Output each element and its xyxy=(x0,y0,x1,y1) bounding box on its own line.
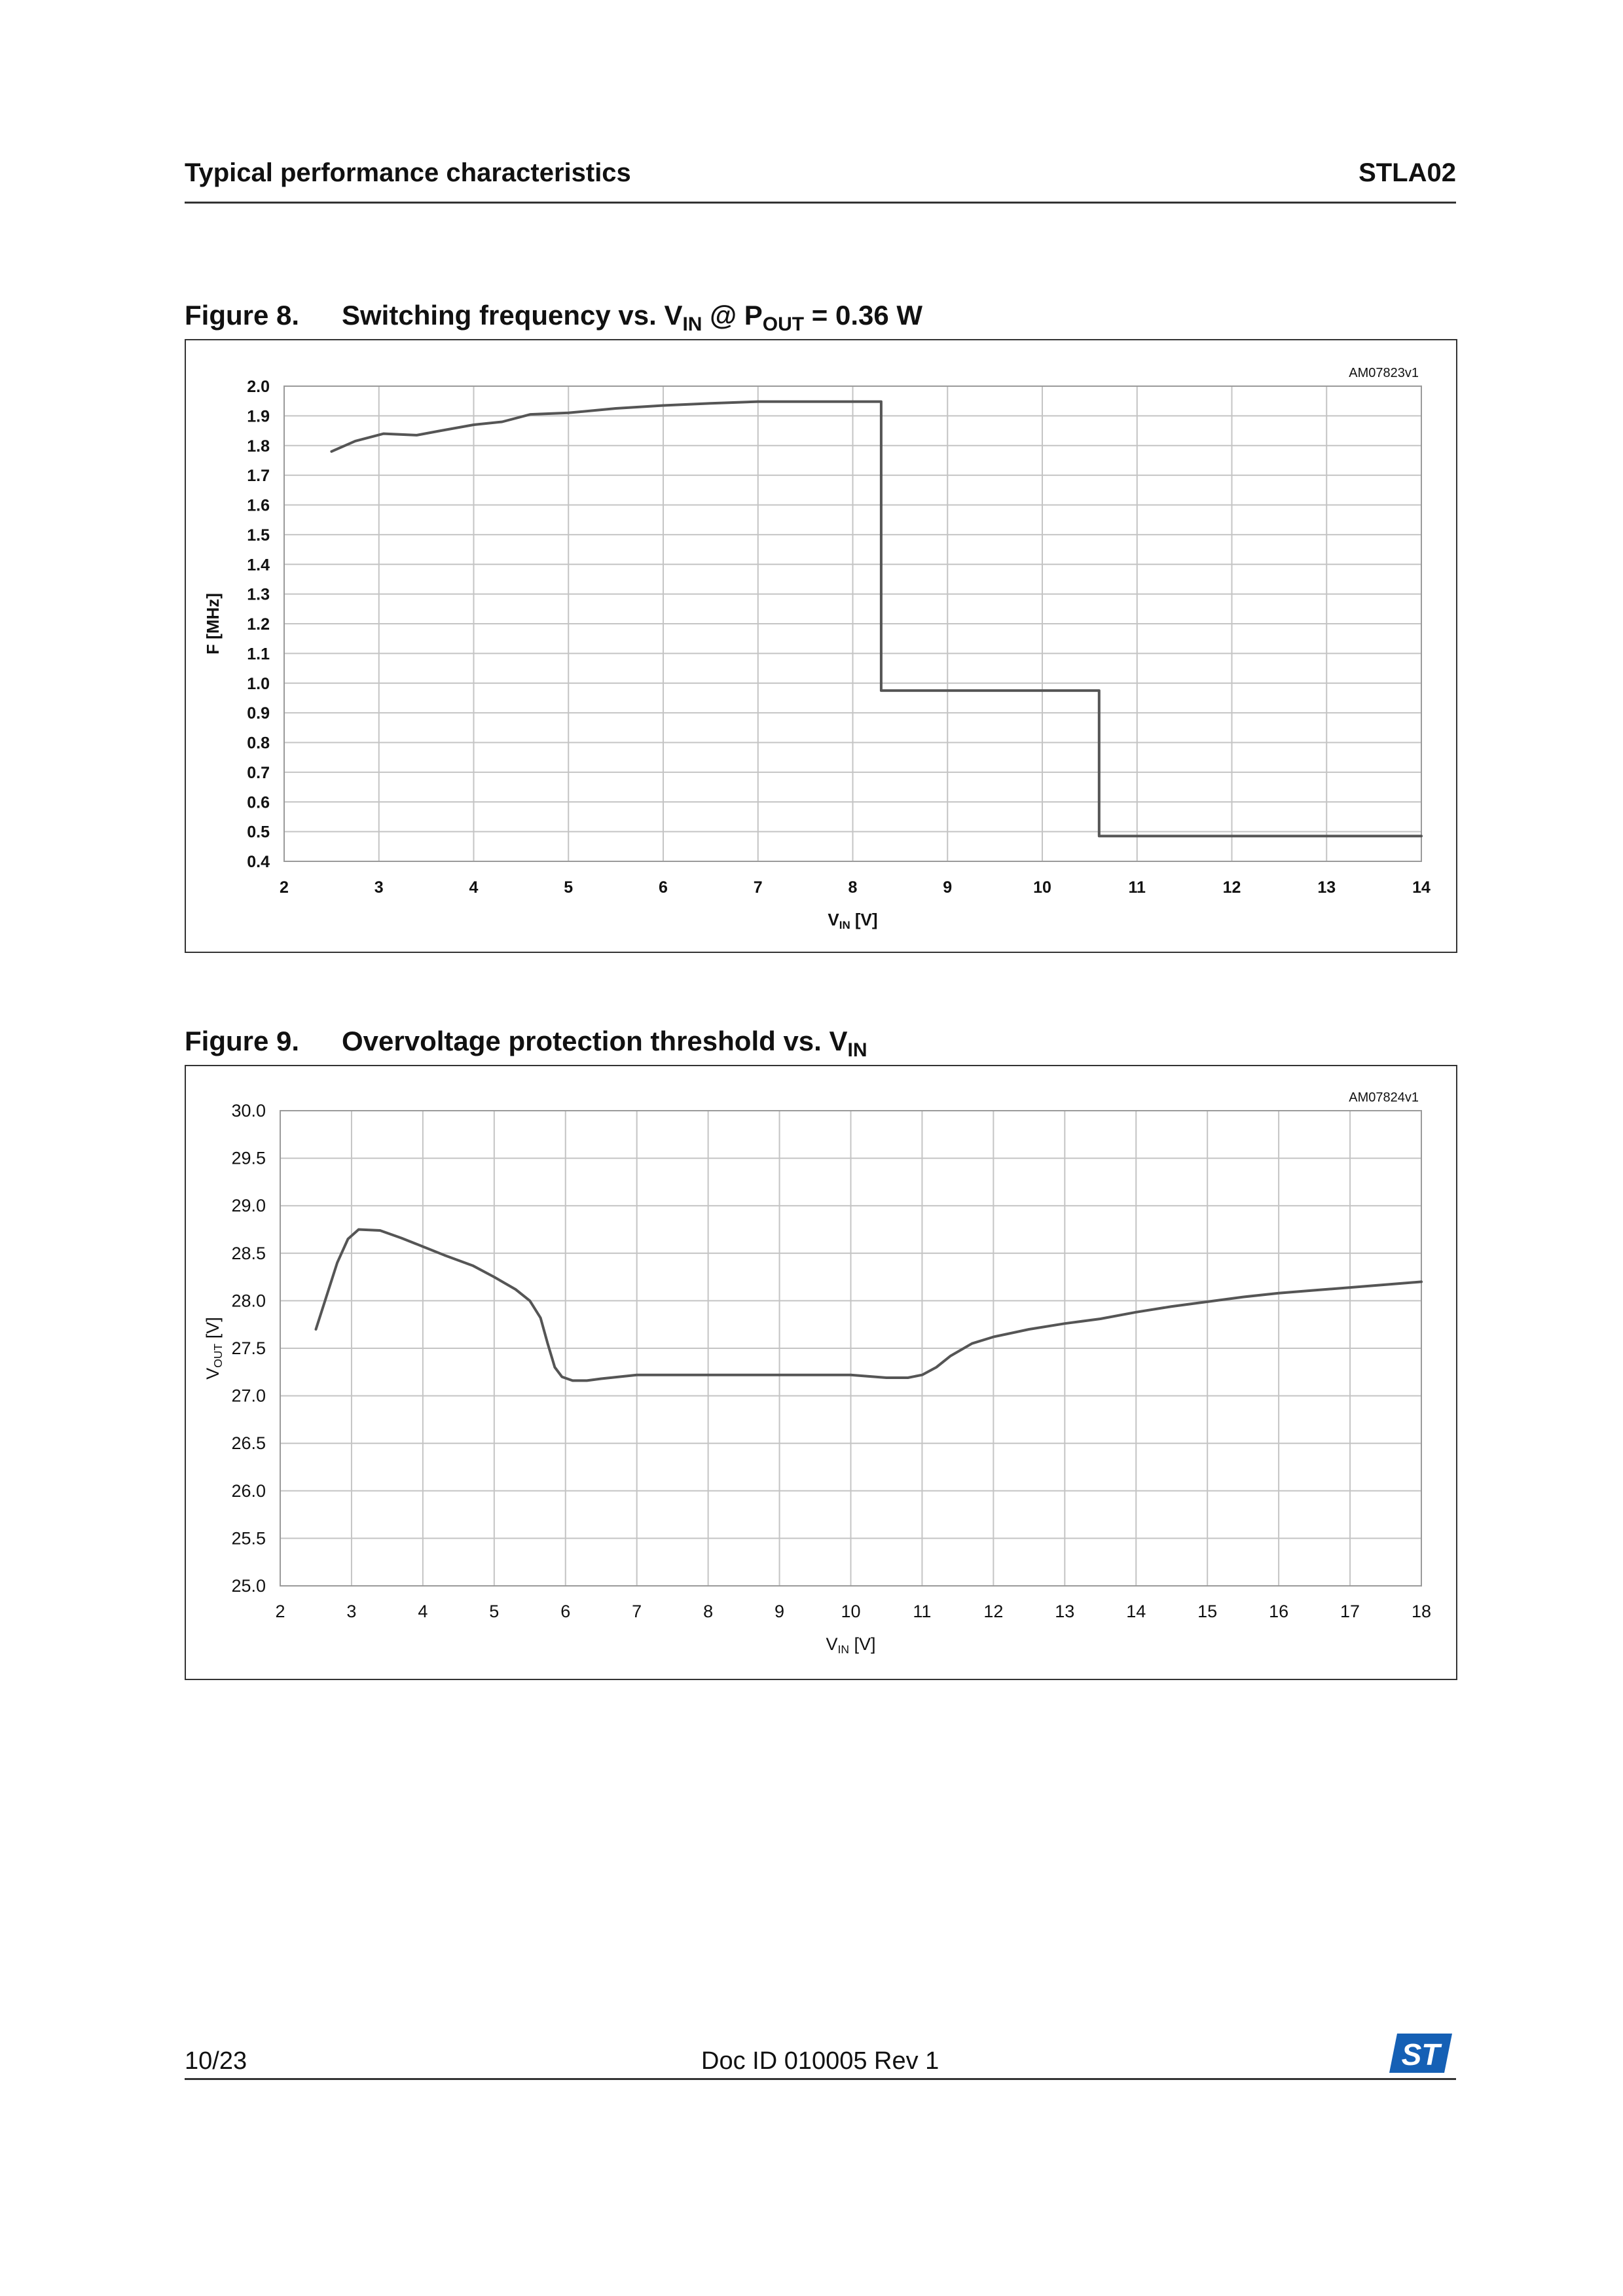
x-tick-label: 4 xyxy=(418,1602,428,1621)
x-tick-label: 7 xyxy=(753,878,763,897)
figure8-chart xyxy=(186,340,1456,952)
x-tick-label: 14 xyxy=(1412,878,1431,897)
figure8-title-prefix: Switching frequency vs. V xyxy=(342,300,683,331)
y-tick-label: 1.0 xyxy=(247,674,270,693)
x-axis-label xyxy=(826,1634,875,1656)
y-tick-label: 29.0 xyxy=(231,1196,266,1216)
x-tick-label: 14 xyxy=(1126,1602,1146,1621)
figure8-chart-box xyxy=(185,339,1457,953)
figure8-label: Figure 8. xyxy=(185,300,300,331)
y-tick-label: 30.0 xyxy=(231,1101,266,1121)
y-tick-label: 1.7 xyxy=(247,467,270,486)
doc-id: Doc ID 010005 Rev 1 xyxy=(701,2047,939,2075)
y-tick-label: 0.5 xyxy=(247,823,270,842)
y-tick-label: 28.0 xyxy=(231,1291,266,1311)
figure-code: AM07824v1 xyxy=(1349,1090,1419,1105)
x-tick-label: 15 xyxy=(1197,1602,1218,1621)
st-logo-icon xyxy=(1388,2032,1453,2077)
figure9-label: Figure 9. xyxy=(185,1026,300,1056)
x-tick-label: 2 xyxy=(280,878,289,897)
figure8-title-suffix: = 0.36 W xyxy=(804,300,923,331)
x-tick-label: 11 xyxy=(1128,878,1146,897)
y-tick-label: 0.8 xyxy=(247,734,270,753)
x-tick-label: 9 xyxy=(943,878,953,897)
x-tick-label: 8 xyxy=(848,878,858,897)
y-tick-label: 26.5 xyxy=(231,1433,266,1454)
y-tick-label: 28.5 xyxy=(231,1243,266,1263)
x-tick-label: 13 xyxy=(1317,878,1336,897)
x-tick-label: 4 xyxy=(469,878,479,897)
y-tick-label: 1.2 xyxy=(247,615,270,634)
x-tick-label: 7 xyxy=(632,1602,642,1621)
y-tick-label: 1.1 xyxy=(247,645,270,664)
figure9-title xyxy=(185,1026,867,1062)
figure8-title xyxy=(185,300,922,336)
x-tick-label: 9 xyxy=(775,1602,785,1621)
x-tick-label: 13 xyxy=(1055,1602,1075,1621)
y-tick-label: 0.9 xyxy=(247,704,270,723)
page-number: 10/23 xyxy=(185,2047,247,2075)
y-tick-label: 26.0 xyxy=(231,1480,266,1501)
x-tick-label: 10 xyxy=(841,1602,861,1621)
x-tick-label: 6 xyxy=(659,878,668,897)
x-tick-label: 10 xyxy=(1033,878,1051,897)
y-tick-label: 2.0 xyxy=(247,378,270,396)
y-axis-label-sub: OUT xyxy=(211,1343,225,1368)
x-axis-label-main: V xyxy=(828,910,839,929)
x-axis-label-unit: [V] xyxy=(849,1634,876,1654)
header-rule xyxy=(185,202,1456,204)
y-tick-label: 29.5 xyxy=(231,1148,266,1168)
x-axis-label xyxy=(828,910,877,931)
part-number: STLA02 xyxy=(1359,158,1456,187)
y-axis-label xyxy=(203,593,223,655)
y-axis-label-main: V xyxy=(203,1367,223,1380)
y-axis-label-main: F [MHz] xyxy=(203,593,223,655)
figure8-title-mid: @ P xyxy=(702,300,763,331)
x-tick-label: 12 xyxy=(1222,878,1241,897)
y-tick-label: 25.5 xyxy=(231,1528,266,1549)
section-title: Typical performance characteristics xyxy=(185,158,631,187)
y-tick-label: 1.3 xyxy=(247,585,270,604)
x-tick-label: 5 xyxy=(489,1602,500,1621)
y-tick-label: 1.5 xyxy=(247,526,270,545)
figure9-chart xyxy=(186,1066,1456,1679)
x-tick-label: 3 xyxy=(374,878,384,897)
y-tick-label: 0.7 xyxy=(247,763,270,782)
x-tick-label: 3 xyxy=(346,1602,357,1621)
y-tick-label: 1.9 xyxy=(247,407,270,426)
x-tick-label: 18 xyxy=(1411,1602,1432,1621)
footer-rule xyxy=(185,2078,1456,2080)
x-tick-label: 2 xyxy=(275,1602,285,1621)
x-tick-label: 8 xyxy=(703,1602,714,1621)
y-axis-label xyxy=(203,1317,225,1380)
figure8-title-sub1: IN xyxy=(682,314,702,335)
x-axis-label-sub: IN xyxy=(839,919,850,931)
figure9-title-prefix: Overvoltage protection threshold vs. V xyxy=(342,1026,848,1056)
figure9-title-sub: IN xyxy=(847,1039,867,1061)
y-tick-label: 1.6 xyxy=(247,496,270,515)
y-tick-label: 0.4 xyxy=(247,853,270,871)
x-tick-label: 17 xyxy=(1340,1602,1360,1621)
y-tick-label: 25.0 xyxy=(231,1576,266,1596)
x-axis-label-sub: IN xyxy=(837,1643,850,1656)
x-tick-label: 11 xyxy=(913,1602,932,1621)
y-axis-label-unit: [V] xyxy=(203,1317,223,1344)
x-tick-label: 6 xyxy=(560,1602,571,1621)
x-tick-label: 16 xyxy=(1269,1602,1289,1621)
series-line-f xyxy=(331,402,1421,836)
x-axis-label-unit: [V] xyxy=(850,910,878,929)
x-tick-label: 12 xyxy=(983,1602,1004,1621)
y-tick-label: 1.4 xyxy=(247,556,270,575)
series-line-vout xyxy=(316,1230,1422,1381)
y-tick-label: 1.8 xyxy=(247,437,270,456)
figure9-chart-box xyxy=(185,1065,1457,1680)
figure8-title-sub2: OUT xyxy=(762,314,805,335)
y-tick-label: 0.6 xyxy=(247,793,270,812)
figure-code: AM07823v1 xyxy=(1349,366,1419,380)
y-tick-label: 27.5 xyxy=(231,1338,266,1358)
x-tick-label: 5 xyxy=(564,878,574,897)
y-tick-label: 27.0 xyxy=(231,1386,266,1406)
st-logo-text: ST xyxy=(1401,2037,1440,2072)
x-axis-label-main: V xyxy=(826,1634,838,1654)
